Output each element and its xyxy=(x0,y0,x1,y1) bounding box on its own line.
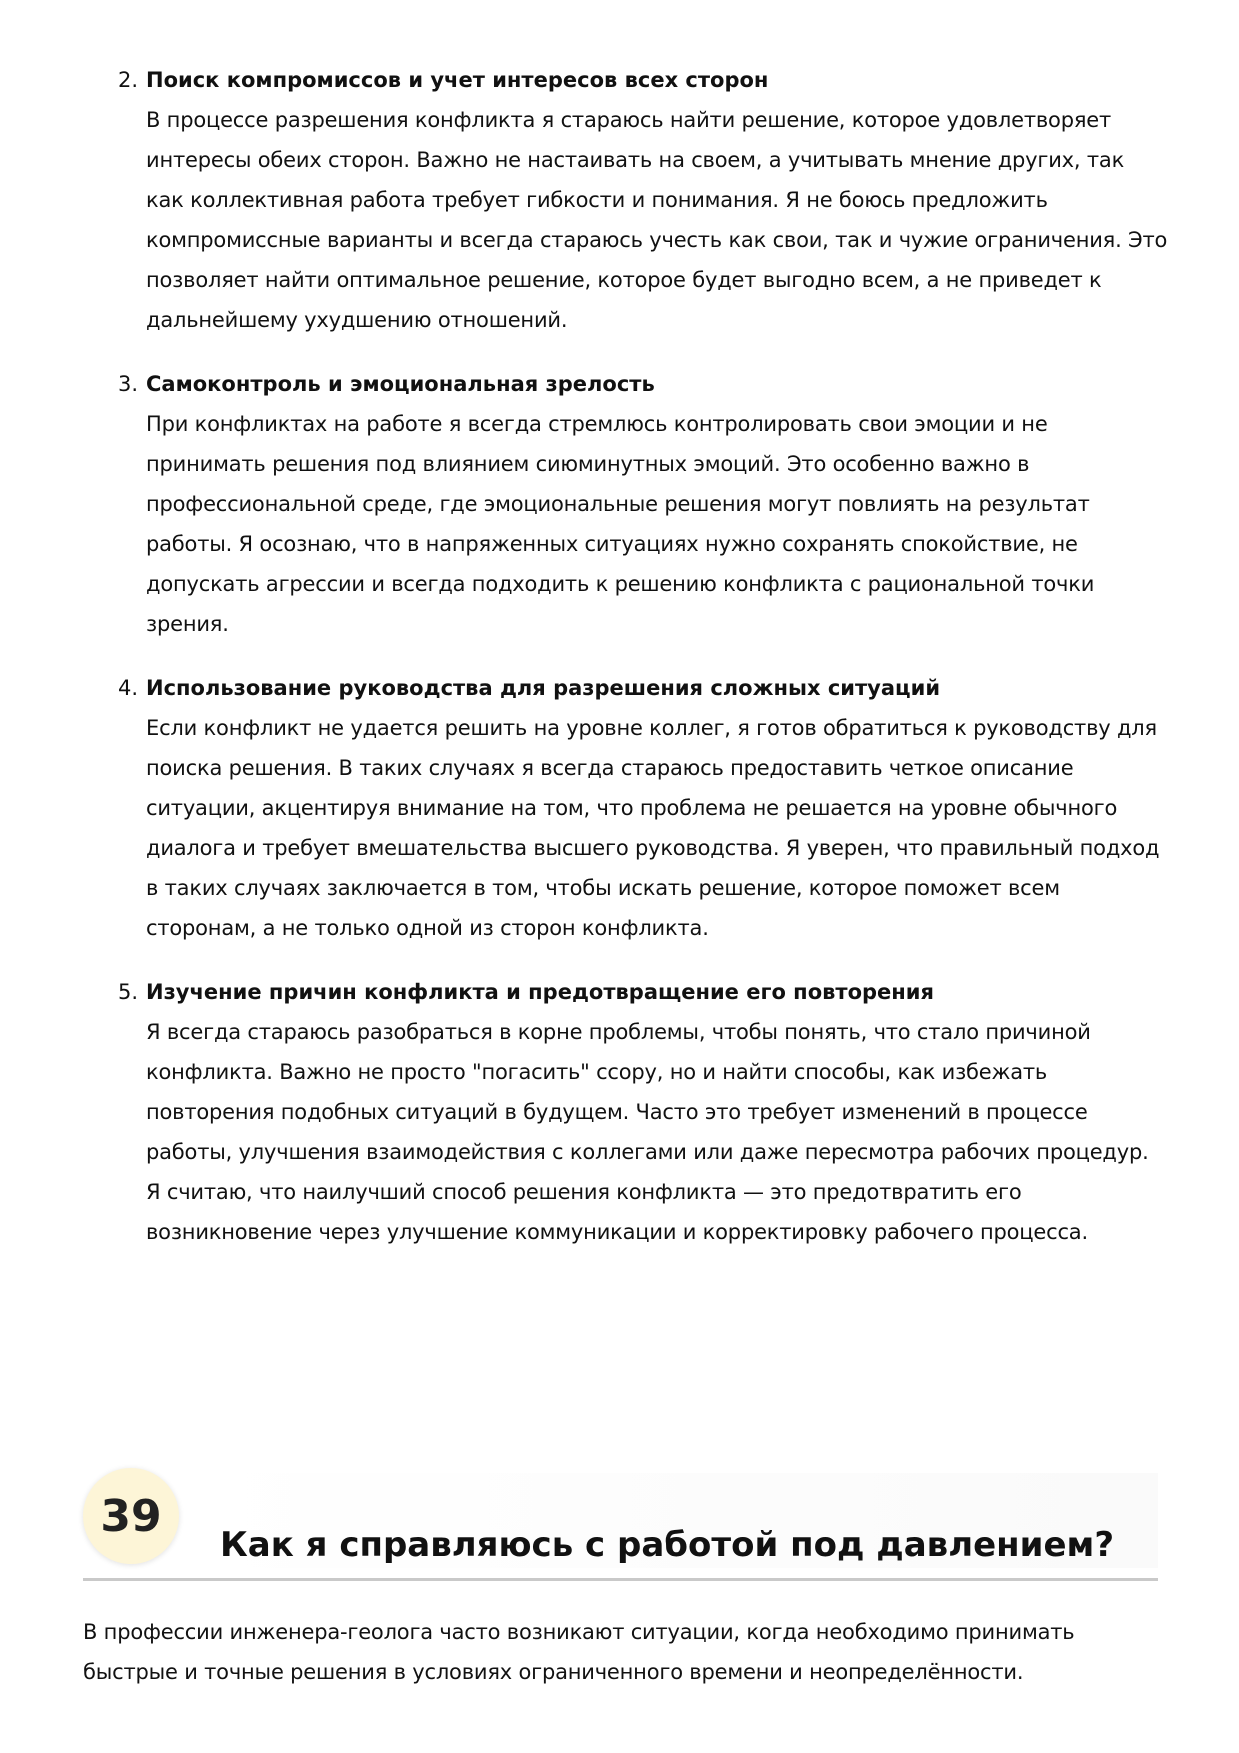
list-item xyxy=(118,972,1168,1252)
list-item-body: Если конфликт не удается решить на уровне коллег, я готов обратиться к руководству для поиска решения. В таких случаях я всегда стараюсь предоставить четкое описание ситуации, акцентируя внимание на том, что проблема не решается на уровне обычного диалога и требует вмешательства высшего руководства. Я уверен, что правильный подход в таких случаях заключается в том, чтобы искать решение, которое поможет всем сторонам, а не только одной из сторон конфликта. xyxy=(146,716,1160,940)
numbered-list xyxy=(118,60,1168,1276)
list-item-number: 3. xyxy=(118,372,139,396)
list-item-body: Я всегда стараюсь разобраться в корне проблемы, чтобы понять, что стало причиной конфликта. Важно не просто "погасить" ссору, но и найти способы, как избежать повторения подобных ситуаций в будущем. Часто это требует изменений в процессе работы, улучшения взаимодействия с коллегами или даже пересмотра рабочих процедур. Я считаю, что наилучший способ решения конфликта — это предотвратить его возникновение через улучшение коммуникации и корректировку рабочего процесса. xyxy=(146,1020,1149,1244)
list-item xyxy=(118,364,1168,644)
section-title: Как я справляюсь с работой под давлением? xyxy=(220,1525,1115,1566)
section-number-badge: 39 xyxy=(83,1468,179,1564)
section-intro-paragraph: В профессии инженера-геолога часто возникают ситуации, когда необходимо принимать быстрые и точные решения в условиях ограниченного времени и неопределённости. xyxy=(83,1620,1075,1684)
list-item-title: Изучение причин конфликта и предотвращение его повторения xyxy=(146,980,934,1004)
list-item-number: 4. xyxy=(118,676,139,700)
list-item-number: 2. xyxy=(118,68,139,92)
list-item xyxy=(118,668,1168,948)
list-item-number: 5. xyxy=(118,980,139,1004)
list-item-title: Поиск компромиссов и учет интересов всех сторон xyxy=(146,68,769,92)
list-item-title: Самоконтроль и эмоциональная зрелость xyxy=(146,372,655,396)
section-header xyxy=(83,1463,1158,1581)
list-item-title: Использование руководства для разрешения сложных ситуаций xyxy=(146,676,941,700)
list-item-body: При конфликтах на работе я всегда стремлюсь контролировать свои эмоции и не принимать решения под влиянием сиюминутных эмоций. Это особенно важно в профессиональной среде, где эмоциональные решения могут повлиять на результат работы. Я осознаю, что в напряженных ситуациях нужно сохранять спокойствие, не допускать агрессии и всегда подходить к решению конфликта с рациональной точки зрения. xyxy=(146,412,1095,636)
list-item xyxy=(118,60,1168,340)
list-item-body: В процессе разрешения конфликта я стараюсь найти решение, которое удовлетворяет интересы обеих сторон. Важно не настаивать на своем, а учитывать мнение других, так как коллективная работа требует гибкости и понимания. Я не боюсь предложить компромиссные варианты и всегда стараюсь учесть как свои, так и чужие ограничения. Это позволяет найти оптимальное решение, которое будет выгодно всем, а не приведет к дальнейшему ухудшению отношений. xyxy=(146,108,1168,332)
